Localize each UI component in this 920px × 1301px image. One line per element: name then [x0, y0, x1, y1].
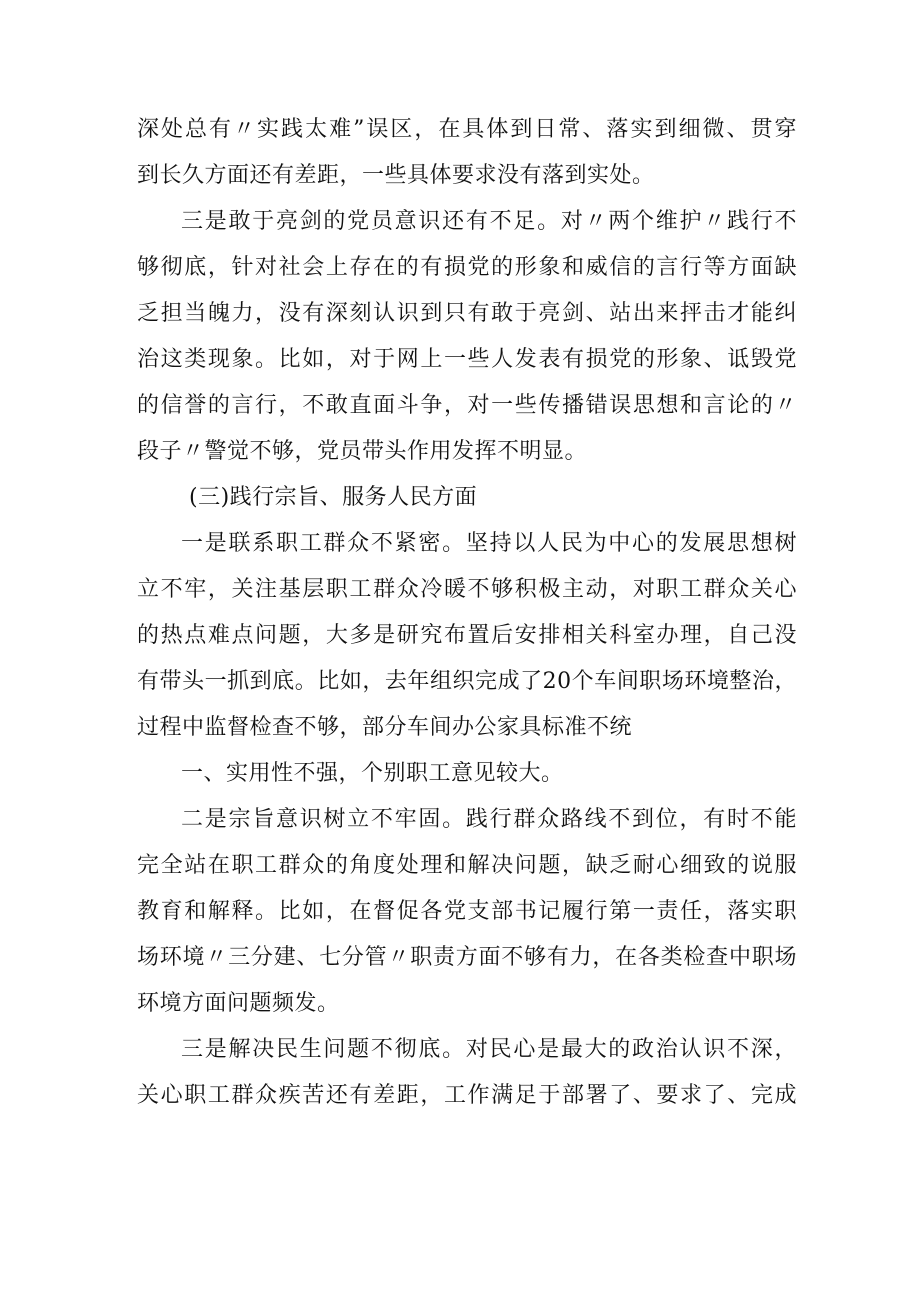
document-body — [137, 107, 797, 1119]
text-line: 有带头一抓到底。比如，去年组织完成了20个车间职场环境整治， — [137, 669, 797, 694]
text-line: 场环境〃三分建、七分管〃职责方面不够有力，在各类检查中职场 — [137, 945, 797, 970]
section-heading: (三)践行宗旨、服务人民方面 — [189, 485, 478, 510]
text-line: 关心职工群众疾苦还有差距，工作满足于部署了、要求了、完成 — [137, 1083, 797, 1108]
text-line: 环境方面问题频发。 — [137, 991, 340, 1016]
text-line: 教育和解释。比如，在督促各党支部书记履行第一责任，落实职 — [137, 899, 797, 924]
paragraph-start-line: 三是敢于亮剑的党员意识还有不足。对〃两个维护〃践行不 — [181, 209, 797, 234]
text-line: 到长久方面还有差距，一些具体要求没有落到实处。 — [137, 163, 655, 188]
text-line: 过程中监督检查不够，部分车间办公家具标准不统 — [137, 715, 633, 740]
text-line: 乏担当魄力，没有深刻认识到只有敢于亮剑、站出来抨击才能纠 — [137, 301, 797, 326]
text-line: 完全站在职工群众的角度处理和解决问题，缺乏耐心细致的说服 — [137, 853, 797, 878]
paragraph-start-line: 一是联系职工群众不紧密。坚持以人民为中心的发展思想树 — [181, 531, 797, 556]
text-line: 深处总有〃实践太难”误区，在具体到日常、落实到细微、贯穿 — [137, 117, 797, 142]
text-line: 的信誉的言行，不敢直面斗争，对一些传播错误思想和言论的〃 — [137, 393, 797, 418]
paragraph-start-line: 二是宗旨意识树立不牢固。践行群众路线不到位，有时不能 — [181, 807, 797, 832]
text-line: 的热点难点问题，大多是研究布置后安排相关科室办理，自己没 — [137, 623, 797, 648]
text-line: 段子〃警觉不够，党员带头作用发挥不明显。 — [137, 439, 588, 464]
paragraph-start-line: 三是解决民生问题不彻底。对民心是最大的政治认识不深， — [181, 1037, 797, 1062]
text-line: 治这类现象。比如，对于网上一些人发表有损党的形象、诋毁党 — [137, 347, 797, 372]
text-line: 够彻底，针对社会上存在的有损党的形象和威信的言行等方面缺 — [137, 255, 797, 280]
text-line: 立不牢，关注基层职工群众冷暖不够积极主动，对职工群众关心 — [137, 577, 797, 602]
paragraph-start-line: 一、实用性不强，个别职工意见较大。 — [181, 761, 564, 786]
